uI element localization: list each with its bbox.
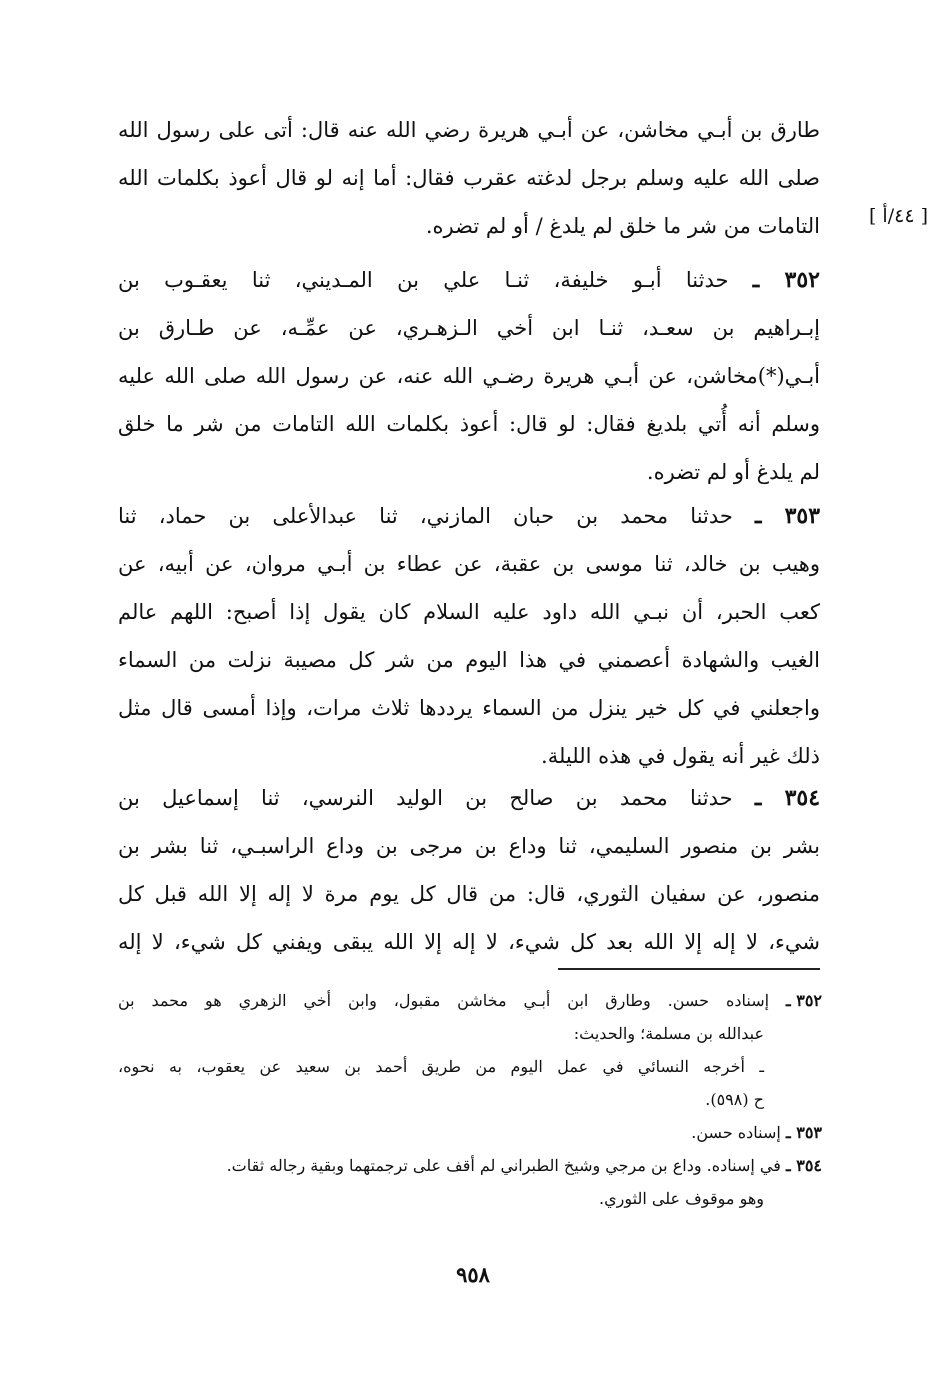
text-line: وهيب بن خالد، ثنا موسى بن عقبة، عن عطاء بن أبـي مروان، عن أبيه، عن <box>118 552 820 576</box>
hadith-353 <box>118 492 820 780</box>
footnote-text: إسناده حسن. <box>691 1123 781 1142</box>
text-line: وسلم أنه أُتي بلديغ فقال: لو قال: أعوذ بكلمات الله التامات من شر ما خلق <box>118 412 820 436</box>
footnote-number: ٣٥٣ ـ <box>785 1123 822 1142</box>
hadith-354 <box>118 774 820 966</box>
footnote-line: عبدالله بن مسلمة؛ والحديث: <box>573 1024 764 1043</box>
hadith-351-continuation <box>118 106 820 250</box>
footnote-line: ـ أخرجه النسائي في عمل اليوم من طريق أحمد بن سعيد عن يعقوب، به نحوه، <box>118 1057 765 1076</box>
text-line: طارق بن أبـي مخاشن، عن أبـي هريرة رضي الله عنه قال: أتى على رسول الله <box>118 118 820 142</box>
hadith-number: ٣٥٢ ـ <box>752 267 820 293</box>
text-line <box>118 774 820 822</box>
footnotes <box>118 984 822 1215</box>
text-run: حدثنا أبـو خليفة، ثنـا علي بن المـديني، ثنا يعقـوب بن <box>118 268 729 292</box>
text-line: ذلك غير أنه يقول في هذه الليلة. <box>541 744 820 768</box>
footnote-text: إسناده حسن. وطارق ابن أبـي مخاشن مقبول، وابن أخي الزهري هو محمد بن <box>118 991 770 1010</box>
text-run: حدثنا محمد بن صالح بن الوليد النرسي، ثنا إسماعيل بن <box>118 786 733 810</box>
text-line <box>118 492 820 540</box>
text-line <box>118 256 820 304</box>
footnote-line: ح (٥٩٨). <box>705 1090 764 1109</box>
footnote-number: ٣٥٤ ـ <box>785 1156 822 1175</box>
footnote-line <box>118 1149 822 1182</box>
text-run: حدثنا محمد بن حبان المازني، ثنا عبدالأعلى بن حماد، ثنا <box>118 504 733 528</box>
text-line: كعب الحبر، أن نبـي الله داود عليه السلام كان يقول إذا أصبح: اللهم عالم <box>118 600 820 624</box>
text-line: شيء، لا إله إلا الله بعد كل شيء، لا إله إلا الله يبقى ويفني كل شيء، لا إله <box>118 930 820 954</box>
footnote-line <box>118 984 822 1017</box>
footnote-line: وهو موقوف على الثوري. <box>599 1189 764 1208</box>
text-line: إبـراهيم بن سعـد، ثنـا ابن أخي الـزهـري، عن عمِّـه، عن طـارق بن <box>118 316 820 340</box>
text-line: واجعلني في كل خير ينزل من السماء يرددها ثلاث مرات، وإذا أمسى قال مثل <box>118 696 820 720</box>
text-line: أبـي(*)مخاشن، عن أبـي هريرة رضـي الله عنه، عن رسول الله صلى الله عليه <box>118 364 820 388</box>
footnote-number: ٣٥٢ ـ <box>785 991 822 1010</box>
hadith-352 <box>118 256 820 496</box>
hadith-number: ٣٥٤ ـ <box>754 785 820 811</box>
margin-folio-marker: [ ٤٤/أ ] <box>868 205 928 227</box>
footnote-text: في إسناده. وداع بن مرجي وشيخ الطبراني لم أقف على ترجمتهما وبقية رجاله ثقات. <box>226 1156 781 1175</box>
text-line: صلى الله عليه وسلم برجل لدغته عقرب فقال: أما إنه لو قال أعوذ بكلمات الله <box>118 166 820 190</box>
footnote-divider <box>558 968 820 970</box>
text-line: التامات من شر ما خلق لم يلدغ / أو لم تضره. <box>425 214 820 238</box>
page-number: ٩٥٨ <box>456 1262 490 1287</box>
hadith-number: ٣٥٣ ـ <box>755 503 820 529</box>
text-line: منصور، عن سفيان الثوري، قال: من قال كل يوم مرة لا إله إلا الله قبل كل <box>118 882 820 906</box>
footnote-line <box>118 1116 822 1149</box>
text-line: لم يلدغ أو لم تضره. <box>646 460 820 484</box>
text-line: بشر بن منصور السليمي، ثنا وداع بن مرجى بن وداع الراسبـي، ثنا بشر بن <box>118 834 820 858</box>
text-line: الغيب والشهادة أعصمني في هذا اليوم من شر كل مصيبة نزلت من السماء <box>118 648 820 672</box>
